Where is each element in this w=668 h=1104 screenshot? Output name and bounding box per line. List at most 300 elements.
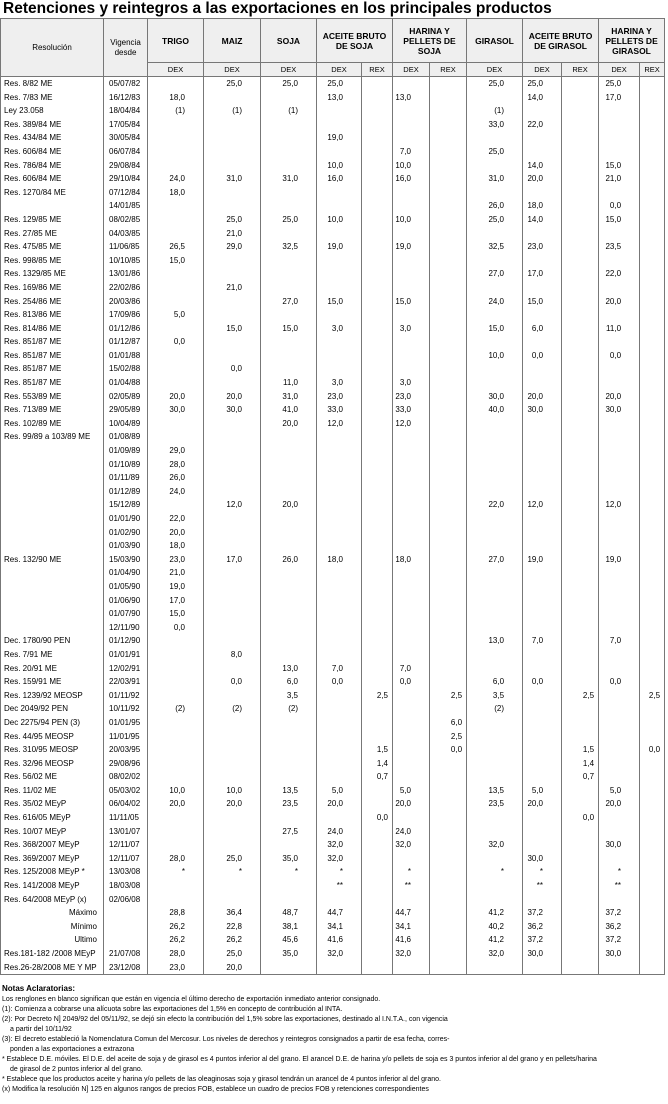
vigencia-cell: 13/03/08 [104,865,148,879]
dex-cell: 30,0 [148,403,204,417]
vigencia-cell: 29/05/89 [104,403,148,417]
vigencia-cell: 12/11/07 [104,852,148,866]
dex-cell [317,702,362,716]
dex-cell [523,702,562,716]
rex-cell [430,308,467,322]
dex-cell: 32,0 [467,947,523,961]
dex-cell: 25,0 [599,77,640,91]
header-resolucion: Resolución [1,19,104,77]
dex-cell: 11,0 [599,322,640,336]
table-row [1,417,665,431]
vigencia-cell: 04/03/85 [104,227,148,241]
stat-value: 34,1 [393,920,430,934]
rex-cell [562,566,599,580]
vigencia-cell: 05/07/82 [104,77,148,91]
dex-cell [204,308,261,322]
dex-cell: 20,0 [261,498,317,512]
dex-cell: 7,0 [599,634,640,648]
rex-cell [640,648,665,662]
dex-cell: 24,0 [148,485,204,499]
dex-cell: 21,0 [148,566,204,580]
rex-cell [562,797,599,811]
header-harina-soja: HARINA Y PELLETS DE SOJA [393,19,467,63]
rex-cell [562,281,599,295]
stat-value: 36,4 [204,906,261,920]
rex-cell [430,295,467,309]
dex-cell [393,852,430,866]
dex-cell [523,145,562,159]
rex-cell [562,594,599,608]
dex-cell: 0,0 [393,675,430,689]
rex-cell [640,104,665,118]
subheader-dex: DEX [204,63,261,77]
rex-cell [362,403,393,417]
dex-cell: 16,0 [317,172,362,186]
dex-cell: 20,0 [599,295,640,309]
dex-cell: 31,0 [204,172,261,186]
dex-cell: 23,0 [317,390,362,404]
dex-cell: 10,0 [393,213,430,227]
dex-cell [599,811,640,825]
dex-cell: 32,0 [317,947,362,961]
dex-cell [204,485,261,499]
dex-cell: * [204,865,261,879]
rex-cell [362,621,393,635]
rex-cell [362,526,393,540]
vigencia-cell: 29/08/96 [104,757,148,771]
dex-cell [204,621,261,635]
dex-cell [393,430,430,444]
dex-cell [261,811,317,825]
dex-cell: * [393,865,430,879]
dex-cell: 13,5 [467,784,523,798]
dex-cell [523,689,562,703]
rex-cell [562,580,599,594]
resolucion-cell: Res. 1270/84 ME [1,186,104,200]
table-row [1,757,665,771]
dex-cell [523,104,562,118]
dex-cell: 5,0 [148,308,204,322]
dex-cell: 20,0 [204,961,261,975]
rex-cell [640,349,665,363]
rex-cell [430,281,467,295]
dex-cell: * [317,865,362,879]
dex-cell [317,308,362,322]
dex-cell: 30,0 [599,947,640,961]
rex-cell [640,607,665,621]
table-row [1,648,665,662]
rex-cell [562,403,599,417]
vigencia-cell: 08/02/02 [104,770,148,784]
dex-cell: 25,0 [467,145,523,159]
stat-value: 34,1 [317,920,362,934]
resolucion-cell: Ley 23.058 [1,104,104,118]
dex-cell [467,539,523,553]
subheader-dex: DEX [148,63,204,77]
dex-cell [599,118,640,132]
dex-cell: 21,0 [204,227,261,241]
dex-cell: 31,0 [261,172,317,186]
rex-cell [640,159,665,173]
dex-cell [317,689,362,703]
dex-cell [523,825,562,839]
rex-cell [640,254,665,268]
stat-label: Ultimo [1,933,104,947]
resolucion-cell [1,580,104,594]
rex-cell [640,621,665,635]
dex-cell [317,444,362,458]
dex-cell [148,145,204,159]
dex-cell [204,743,261,757]
rex-cell [362,308,393,322]
dex-cell [317,811,362,825]
vigencia-cell: 01/04/88 [104,376,148,390]
dex-cell: 19,0 [148,580,204,594]
dex-cell: 21,0 [599,172,640,186]
rex-cell [640,811,665,825]
dex-cell: 16,0 [393,172,430,186]
dex-cell [523,131,562,145]
vigencia-cell: 10/10/85 [104,254,148,268]
note-double-asterisk: * Establece que los productos aceite y harina y/o pellets de las oleaginosas soja y girasol tendrán un arancel de 4 puntos inferior al del grano. [2,1076,441,1083]
dex-cell: 13,0 [393,91,430,105]
dex-cell [261,757,317,771]
rex-cell [562,199,599,213]
resolucion-cell: Dec. 1780/90 PEN [1,634,104,648]
dex-cell [204,730,261,744]
dex-cell [393,458,430,472]
rex-cell [562,362,599,376]
rex-cell [430,797,467,811]
dex-cell [393,471,430,485]
resolucion-cell [1,199,104,213]
rex-cell [640,281,665,295]
rex-cell [362,634,393,648]
dex-cell [393,104,430,118]
resolucion-cell: Res. 32/96 MEOSP [1,757,104,771]
vigencia-cell: 15/03/90 [104,553,148,567]
dex-cell: 25,0 [261,77,317,91]
vigencia-cell: 15/02/88 [104,362,148,376]
stat-value [562,920,599,934]
rex-cell [362,417,393,431]
notes-title: Notas Aclaratorias: [2,984,76,993]
rex-cell [562,77,599,91]
dex-cell [599,512,640,526]
dex-cell [317,199,362,213]
dex-cell [317,594,362,608]
dex-cell [148,349,204,363]
dex-cell [148,648,204,662]
dex-cell [599,716,640,730]
dex-cell: 18,0 [523,199,562,213]
stat-value: 45,6 [261,933,317,947]
rex-cell [430,376,467,390]
rex-cell [362,227,393,241]
dex-cell [393,444,430,458]
dex-cell [523,458,562,472]
dex-cell [599,444,640,458]
rex-cell [430,213,467,227]
rex-cell [640,566,665,580]
resolucion-cell: Res. 35/02 MEyP [1,797,104,811]
rex-cell [362,865,393,879]
dex-cell: 27,0 [261,295,317,309]
dex-cell [467,376,523,390]
rex-cell [562,172,599,186]
rex-cell [562,893,599,907]
rex-cell [430,91,467,105]
dex-cell [599,621,640,635]
rex-cell [640,865,665,879]
table-row [1,580,665,594]
dex-cell: (1) [467,104,523,118]
dex-cell [148,730,204,744]
resolucion-cell [1,512,104,526]
vigencia-cell: 01/12/87 [104,335,148,349]
rex-cell [562,838,599,852]
dex-cell: 6,0 [261,675,317,689]
dex-cell [317,471,362,485]
rex-cell [562,186,599,200]
table-row [1,662,665,676]
dex-cell [148,498,204,512]
rex-cell [640,580,665,594]
rex-cell [430,335,467,349]
table-row [1,240,665,254]
vigencia-cell: 01/10/89 [104,458,148,472]
dex-cell: 20,0 [393,797,430,811]
dex-cell [393,607,430,621]
resolucion-cell: Res.181-182 /2008 MEyP [1,947,104,961]
dex-cell [599,852,640,866]
dex-cell: 40,0 [467,403,523,417]
dex-cell: (1) [148,104,204,118]
vigencia-cell: 01/12/89 [104,485,148,499]
dex-cell [599,281,640,295]
rex-cell: 0,0 [430,743,467,757]
rex-cell [362,838,393,852]
vigencia-cell: 01/11/89 [104,471,148,485]
vigencia-cell: 22/02/86 [104,281,148,295]
resolucion-cell: Res. 141/2008 MEyP [1,879,104,893]
dex-cell: 3,0 [393,322,430,336]
table-row [1,295,665,309]
resolucion-cell: Res.26-28/2008 ME Y MP [1,961,104,975]
rex-cell [430,186,467,200]
rex-cell [362,349,393,363]
dex-cell: 0,0 [148,335,204,349]
table-row [1,784,665,798]
dex-cell [467,770,523,784]
dex-cell [467,662,523,676]
dex-cell [148,689,204,703]
dex-cell: 27,0 [467,267,523,281]
vigencia-cell: 23/12/08 [104,961,148,975]
rex-cell [430,104,467,118]
dex-cell [599,580,640,594]
dex-cell: 12,0 [393,417,430,431]
dex-cell [393,308,430,322]
dex-cell: 14,0 [523,159,562,173]
table-row [1,118,665,132]
dex-cell [148,295,204,309]
dex-cell: ** [317,879,362,893]
dex-cell [523,186,562,200]
table-row [1,172,665,186]
rex-cell [362,498,393,512]
dex-cell: 25,0 [261,213,317,227]
dex-cell: 14,0 [523,213,562,227]
stat-value: 37,2 [523,933,562,947]
vigencia-cell: 01/12/90 [104,634,148,648]
rex-cell [640,893,665,907]
dex-cell [204,811,261,825]
rex-cell [562,430,599,444]
vigencia-cell: 17/05/84 [104,118,148,132]
dex-cell [523,621,562,635]
rex-cell: 0,7 [362,770,393,784]
table-row [1,893,665,907]
dex-cell [261,607,317,621]
dex-cell [317,485,362,499]
dex-cell: 15,0 [599,213,640,227]
rex-cell [562,784,599,798]
dex-cell: 12,0 [204,498,261,512]
resolucion-cell: Res. 606/84 ME [1,145,104,159]
dex-cell: 27,5 [261,825,317,839]
vigencia-cell: 01/01/90 [104,512,148,526]
dex-cell [317,648,362,662]
table-row [1,254,665,268]
dex-cell [204,594,261,608]
rex-cell [362,961,393,975]
table-row [1,104,665,118]
rex-cell [362,485,393,499]
dex-cell: 22,0 [523,118,562,132]
dex-cell: 23,0 [523,240,562,254]
dex-cell [393,281,430,295]
dex-cell: 0,0 [204,675,261,689]
rex-cell [362,295,393,309]
table-row [1,145,665,159]
dex-cell [599,131,640,145]
rex-cell [562,539,599,553]
dex-cell: 20,0 [204,797,261,811]
rex-cell [640,458,665,472]
dex-cell [148,267,204,281]
rex-cell [640,757,665,771]
resolucion-cell: Res. 1329/85 ME [1,267,104,281]
rex-cell [430,403,467,417]
table-row [1,811,665,825]
dex-cell: 20,0 [599,390,640,404]
dex-cell [317,634,362,648]
dex-cell: 18,0 [148,91,204,105]
rex-cell [640,186,665,200]
dex-cell: 5,0 [317,784,362,798]
rex-cell [562,349,599,363]
vigencia-cell: 12/02/91 [104,662,148,676]
dex-cell [523,335,562,349]
vigencia-cell: 13/01/07 [104,825,148,839]
dex-cell [261,227,317,241]
dex-cell [317,512,362,526]
rex-cell [640,308,665,322]
dex-cell: * [523,865,562,879]
rex-cell [430,553,467,567]
dex-cell: 15,0 [261,322,317,336]
table-row [1,852,665,866]
dex-cell [148,159,204,173]
dex-cell: 26,0 [261,553,317,567]
rex-cell [640,335,665,349]
dex-cell [148,118,204,132]
header-trigo: TRIGO [148,19,204,63]
rex-cell [362,267,393,281]
dex-cell: 18,0 [393,553,430,567]
dex-cell [523,730,562,744]
vigencia-cell: 08/02/85 [104,213,148,227]
dex-cell [467,648,523,662]
dex-cell [317,118,362,132]
rex-cell [562,485,599,499]
rex-cell [362,716,393,730]
dex-cell [204,689,261,703]
dex-cell [261,430,317,444]
rex-cell [430,580,467,594]
dex-cell: 5,0 [523,784,562,798]
dex-cell: 22,0 [599,267,640,281]
dex-cell [523,757,562,771]
rex-cell: 2,5 [430,730,467,744]
dex-cell [467,743,523,757]
rex-cell [562,607,599,621]
dex-cell: 25,0 [317,77,362,91]
dex-cell [204,159,261,173]
dex-cell [523,716,562,730]
dex-cell [393,634,430,648]
note-1: (1): Comienza a cobrarse una alícuota sobre las exportaciones del 1,5% en concepto de contribución al INTA. [2,1006,343,1013]
dex-cell [599,104,640,118]
dex-cell [204,267,261,281]
rex-cell [562,825,599,839]
dex-cell: 31,0 [467,172,523,186]
rex-cell [562,458,599,472]
rex-cell [562,417,599,431]
rex-cell [562,159,599,173]
dex-cell [523,417,562,431]
vigencia-cell: 16/12/83 [104,91,148,105]
dex-cell: 15,0 [599,159,640,173]
table-row [1,322,665,336]
resolucion-cell [1,594,104,608]
dex-cell: 30,0 [467,390,523,404]
rex-cell [640,526,665,540]
rex-cell [430,825,467,839]
dex-cell [204,430,261,444]
dex-cell [393,199,430,213]
rex-cell [562,498,599,512]
resolucion-cell: Res. 11/02 ME [1,784,104,798]
resolucion-cell: Res. 786/84 ME [1,159,104,173]
dex-cell [467,458,523,472]
rex-cell [430,322,467,336]
dex-cell [204,879,261,893]
dex-cell: 26,0 [467,199,523,213]
rex-cell [362,131,393,145]
rex-cell: 0,0 [362,811,393,825]
